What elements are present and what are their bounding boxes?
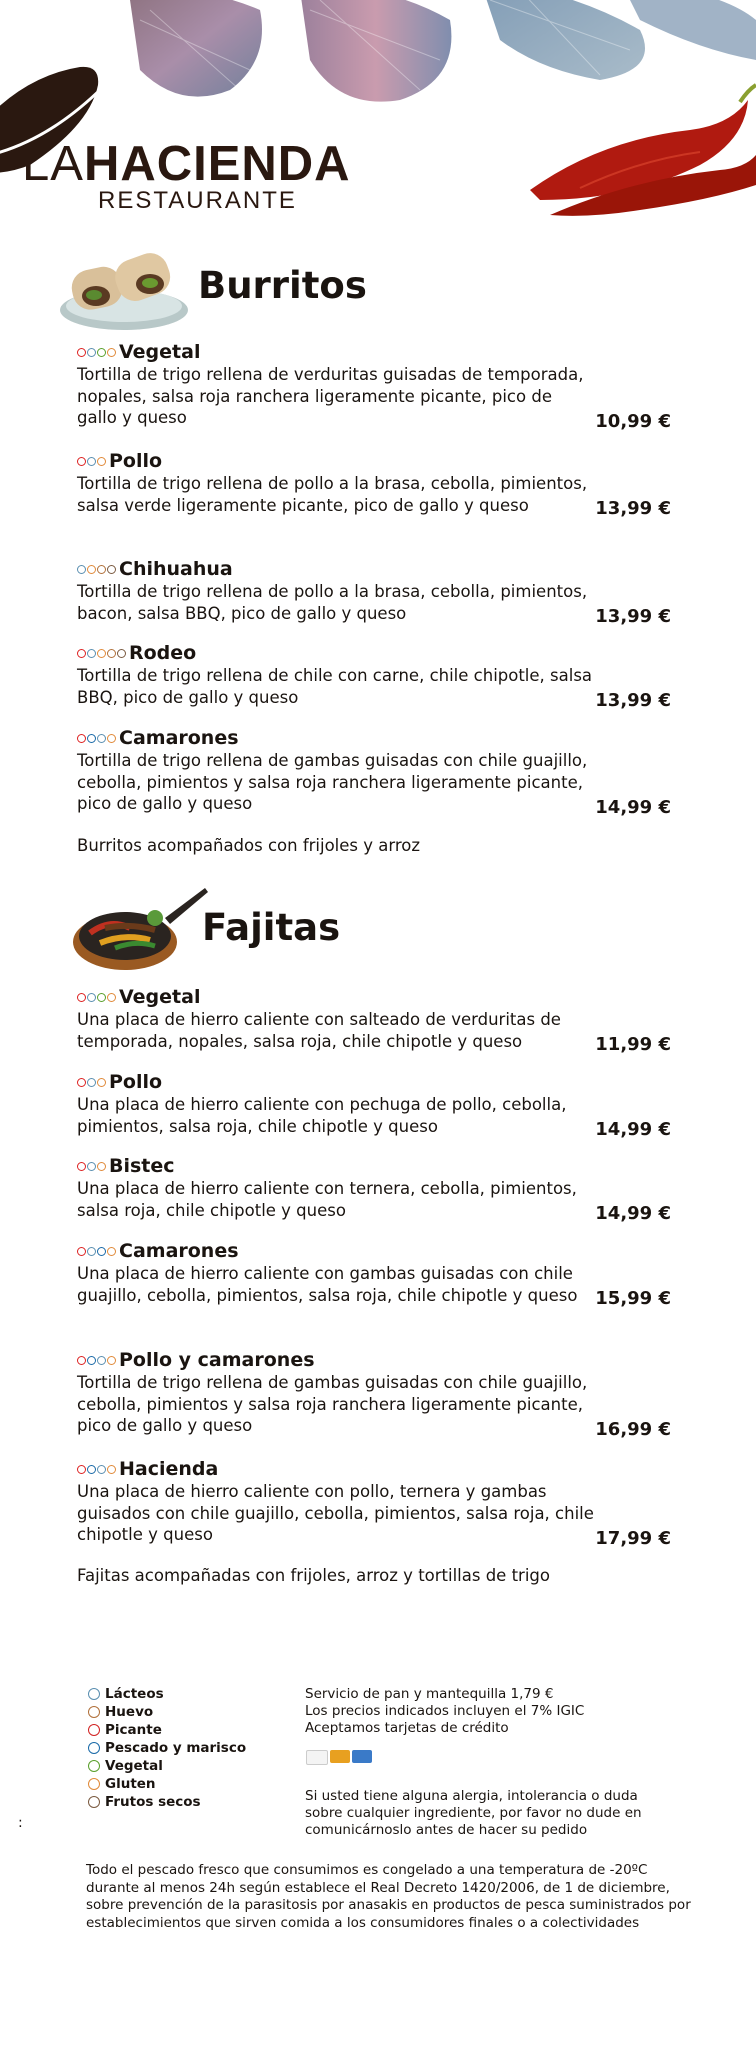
burrito-item-rodeo: [77, 642, 697, 711]
fish-regulation-footer: Todo el pescado fresco que consumimos es congelado a una temperatura de -20ºC durante al menos 24h según establece el Real Decreto 1420/2006, de 1 de diciembre, sobre prevención de la parasitosis por anasakis en productos de pesca suministrados por establecimientos que sirven comida a los consumidores finales o a colectividades: [86, 1862, 691, 1931]
payment-cards: [306, 1750, 372, 1765]
item-price: 13,99 €: [595, 690, 671, 711]
visa-card-icon: [306, 1750, 328, 1765]
item-description: Tortilla de trigo rellena de verduritas guisadas de temporada, nopales, salsa roja ranchera ligeramente picante, pico de gallo y queso: [77, 365, 584, 427]
tax-info-text: Los precios indicados incluyen el 7% IGIC: [305, 1703, 585, 1719]
picante-icon: [77, 649, 86, 658]
legend-item-lacteos: Lácteos: [88, 1685, 246, 1703]
item-price: 15,99 €: [595, 1288, 671, 1309]
amex-card-icon: [352, 1750, 372, 1763]
burrito-plate-image: [58, 248, 194, 338]
allergen-icons: [77, 457, 106, 466]
gluten-icon: [97, 649, 106, 658]
frutos-secos-icon: [117, 649, 126, 658]
legend-item-vegetal: Vegetal: [88, 1757, 246, 1775]
stray-mark: :: [18, 1815, 23, 1831]
lacteos-icon: [77, 565, 86, 574]
legend-item-pescado: Pescado y marisco: [88, 1739, 246, 1757]
logo-subtitle: RESTAURANTE: [98, 187, 297, 214]
logo-hacienda: HACIENDA: [83, 137, 351, 191]
bread-service-text: Servicio de pan y mantequilla 1,79 €: [305, 1686, 554, 1702]
huevo-icon: [97, 565, 106, 574]
legend-item-frutos-secos: Frutos secos: [88, 1793, 246, 1811]
burritos-title: Burritos: [198, 264, 367, 307]
pescado-icon: [87, 1356, 96, 1365]
lacteos-icon: [88, 1688, 100, 1700]
picante-icon: [77, 1465, 86, 1474]
item-description: Una placa de hierro caliente con ternera, cebolla, pimientos, salsa roja, chile chipotle y queso: [77, 1179, 577, 1220]
pescado-icon: [88, 1742, 100, 1754]
item-price: 13,99 €: [595, 498, 671, 519]
allergen-legend: [88, 1685, 246, 1811]
fajita-skillet-image: [70, 878, 210, 980]
gluten-icon: [107, 1465, 116, 1474]
burrito-item-vegetal: [77, 341, 697, 432]
picante-icon: [77, 348, 86, 357]
item-description: Una placa de hierro caliente con gambas guisadas con chile guajillo, cebolla, pimientos, salsa roja, chile chipotle y queso: [77, 1264, 578, 1305]
pescado-icon: [87, 734, 96, 743]
fajita-item-bistec: [77, 1155, 697, 1224]
item-description: Tortilla de trigo rellena de chile con carne, chile chipotle, salsa BBQ, pico de gallo y queso: [77, 666, 593, 707]
gluten-icon: [97, 1078, 106, 1087]
allergen-icons: [77, 1247, 116, 1256]
item-name: Pollo: [109, 450, 163, 472]
pescado-icon: [87, 1465, 96, 1474]
restaurant-logo: [22, 136, 351, 192]
item-name: Pollo: [109, 1071, 163, 1093]
red-chili-decoration: [520, 70, 756, 220]
burrito-item-pollo: [77, 450, 697, 519]
item-price: 14,99 €: [595, 1119, 671, 1140]
fajitas-title: Fajitas: [202, 906, 341, 949]
fajita-item-pollo: [77, 1071, 697, 1140]
item-name: Vegetal: [119, 986, 201, 1008]
item-name: Chihuahua: [119, 558, 233, 580]
allergen-icons: [77, 993, 116, 1002]
picante-icon: [77, 1356, 86, 1365]
gluten-icon: [107, 348, 116, 357]
item-description: Una placa de hierro caliente con pechuga de pollo, cebolla, pimientos, salsa roja, chile chipotle y queso: [77, 1095, 567, 1136]
gluten-icon: [107, 734, 116, 743]
picante-icon: [77, 993, 86, 1002]
allergen-icons: [77, 1162, 106, 1171]
frutos-secos-icon: [107, 565, 116, 574]
gluten-icon: [97, 1162, 106, 1171]
item-price: 16,99 €: [595, 1418, 671, 1440]
huevo-icon: [88, 1706, 100, 1718]
item-name: Bistec: [109, 1155, 175, 1177]
gluten-icon: [88, 1778, 100, 1790]
item-name: Vegetal: [119, 341, 201, 363]
lacteos-icon: [87, 1078, 96, 1087]
burrito-item-chihuahua: [77, 558, 697, 627]
item-description: Una placa de hierro caliente con pollo, ternera y gambas guisados con chile guajillo, cebolla, pimientos, salsa roja, chile chipotle y queso: [77, 1482, 594, 1544]
lacteos-icon: [87, 457, 96, 466]
item-description: Tortilla de trigo rellena de gambas guisadas con chile guajillo, cebolla, pimientos y salsa roja ranchera ligeramente picante, pico de gallo y queso: [77, 1373, 588, 1435]
item-price: 14,99 €: [595, 1203, 671, 1224]
allergen-icons: [77, 1356, 116, 1365]
picante-icon: [88, 1724, 100, 1736]
vegetal-icon: [88, 1760, 100, 1772]
item-description: Tortilla de trigo rellena de pollo a la brasa, cebolla, pimientos, salsa verde ligeramente picante, pico de gallo y queso: [77, 474, 588, 515]
fajita-item-vegetal: [77, 986, 697, 1055]
legend-item-huevo: Huevo: [88, 1703, 246, 1721]
gluten-icon: [107, 1247, 116, 1256]
picante-icon: [77, 734, 86, 743]
allergen-icons: [77, 649, 126, 658]
picante-icon: [77, 1247, 86, 1256]
pescado-icon: [97, 1247, 106, 1256]
allergen-icons: [77, 1078, 106, 1087]
allergen-icons: [77, 734, 116, 743]
frutos-secos-icon: [88, 1796, 100, 1808]
burrito-item-camarones: [77, 727, 697, 818]
lacteos-icon: [87, 993, 96, 1002]
legend-item-picante: Picante: [88, 1721, 246, 1739]
lacteos-icon: [97, 734, 106, 743]
item-name: Hacienda: [119, 1458, 219, 1480]
item-price: 13,99 €: [595, 606, 671, 627]
item-name: Camarones: [119, 1240, 239, 1262]
fajita-item-camarones: [77, 1240, 697, 1309]
lacteos-icon: [87, 1162, 96, 1171]
vegetal-icon: [97, 348, 106, 357]
lacteos-icon: [97, 1356, 106, 1365]
vegetal-icon: [97, 993, 106, 1002]
lacteos-icon: [97, 1465, 106, 1474]
legend-item-gluten: Gluten: [88, 1775, 246, 1793]
logo-la: LA: [22, 137, 84, 191]
service-info: [305, 1686, 584, 1737]
fajita-item-hacienda: [77, 1458, 697, 1549]
item-price: 17,99 €: [595, 1527, 671, 1549]
allergy-info: Si usted tiene alguna alergia, intolerancia o duda sobre cualquier ingrediente, por favor no dude en comunicárnoslo antes de hacer su pedido: [305, 1788, 642, 1838]
allergen-icons: [77, 565, 116, 574]
picante-icon: [77, 1162, 86, 1171]
gluten-icon: [97, 457, 106, 466]
allergen-icons: [77, 1465, 116, 1474]
item-name: Rodeo: [129, 642, 197, 664]
item-price: 14,99 €: [595, 796, 671, 818]
item-name: Pollo y camarones: [119, 1349, 315, 1371]
cards-accepted-text: Aceptamos tarjetas de crédito: [305, 1720, 509, 1736]
item-description: Tortilla de trigo rellena de gambas guisadas con chile guajillo, cebolla, pimientos y salsa roja ranchera ligeramente picante, pico de gallo y queso: [77, 751, 588, 813]
gluten-icon: [107, 1356, 116, 1365]
fajita-item-pollo-y-camarones: [77, 1349, 697, 1440]
huevo-icon: [107, 649, 116, 658]
item-description: Tortilla de trigo rellena de pollo a la brasa, cebolla, pimientos, bacon, salsa BBQ, pico de gallo y queso: [77, 582, 588, 623]
picante-icon: [77, 457, 86, 466]
gluten-icon: [87, 565, 96, 574]
item-price: 11,99 €: [595, 1034, 671, 1055]
gluten-icon: [107, 993, 116, 1002]
item-description: Una placa de hierro caliente con salteado de verduritas de temporada, nopales, salsa roja, chile chipotle y queso: [77, 1010, 561, 1051]
picante-icon: [77, 1078, 86, 1087]
mastercard-icon: [330, 1750, 350, 1763]
item-price: 10,99 €: [595, 410, 671, 432]
item-name: Camarones: [119, 727, 239, 749]
fajitas-note: Fajitas acompañadas con frijoles, arroz y tortillas de trigo: [77, 1566, 550, 1585]
burritos-note: Burritos acompañados con frijoles y arroz: [77, 836, 421, 855]
lacteos-icon: [87, 348, 96, 357]
lacteos-icon: [87, 649, 96, 658]
lacteos-icon: [87, 1247, 96, 1256]
allergen-icons: [77, 348, 116, 357]
